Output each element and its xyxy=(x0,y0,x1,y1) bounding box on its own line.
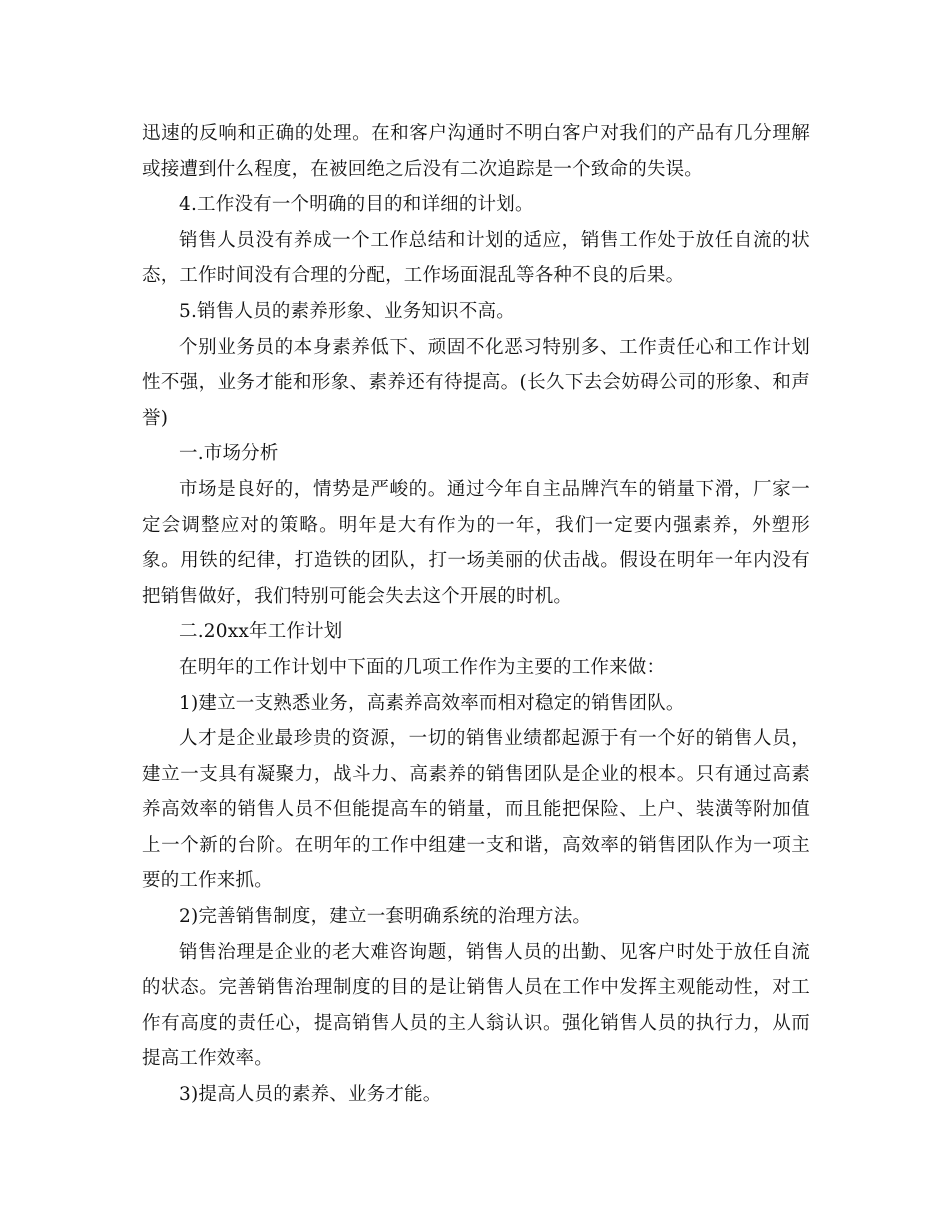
section-heading: 二.20xx年工作计划 xyxy=(179,621,343,643)
paragraph: 人才是企业最珍贵的资源，一切的销售业绩都起源于有一个好的销售人员，建立一支具有凝聚力，战斗力、高素养的销售团队是企业的根本。只有通过高素养高效率的销售人员不但能提高车的销量，而且能把保险、上户、装潢等附加值上一个新的台阶。在明年的工作中组建一支和谐，高效率的销售团队作为一项主要的工作来抓。 xyxy=(142,728,810,892)
numbered-heading: 2)完善销售制度，建立一套明确系统的治理方法。 xyxy=(179,906,592,928)
document-body xyxy=(142,116,810,1113)
numbered-heading: 5.销售人员的素养形象、业务知识不高。 xyxy=(179,300,515,322)
paragraph: 市场是良好的，情势是严峻的。通过今年自主品牌汽车的销量下滑，厂家一定会调整应对的策略。明年是大有作为的一年，我们一定要内强素养，外塑形象。用铁的纪律，打造铁的团队，打一场美丽的伏击战。假设在明年一年内没有把销售做好，我们特别可能会失去这个开展的时机。 xyxy=(142,478,810,607)
section-heading: 一.市场分析 xyxy=(179,443,279,465)
paragraph: 迅速的反响和正确的处理。在和客户沟通时不明白客户对我们的产品有几分理解或接遭到什么程度，在被回绝之后没有二次追踪是一个致命的失误。 xyxy=(142,123,810,180)
paragraph: 销售人员没有养成一个工作总结和计划的适应，销售工作处于放任自流的状态，工作时间没有合理的分配，工作场面混乱等各种不良的后果。 xyxy=(142,229,810,287)
paragraph: 个别业务员的本身素养低下、顽固不化恶习特别多、工作责任心和工作计划性不强，业务才能和形象、素养还有待提高。(长久下去会妨碍公司的形象、和声誉) xyxy=(142,336,810,429)
numbered-heading: 3)提高人员的素养、业务才能。 xyxy=(179,1084,442,1106)
paragraph: 在明年的工作计划中下面的几项工作作为主要的工作来做： xyxy=(179,656,666,678)
numbered-heading: 1)建立一支熟悉业务，高素养高效率而相对稳定的销售团队。 xyxy=(179,692,685,714)
numbered-heading: 4.工作没有一个明确的目的和详细的计划。 xyxy=(179,194,534,216)
paragraph: 销售治理是企业的老大难咨询题，销售人员的出勤、见客户时处于放任自流的状态。完善销售治理制度的目的是让销售人员在工作中发挥主观能动性，对工作有高度的责任心，提高销售人员的主人翁认识。强化销售人员的执行力，从而提高工作效率。 xyxy=(142,941,810,1070)
